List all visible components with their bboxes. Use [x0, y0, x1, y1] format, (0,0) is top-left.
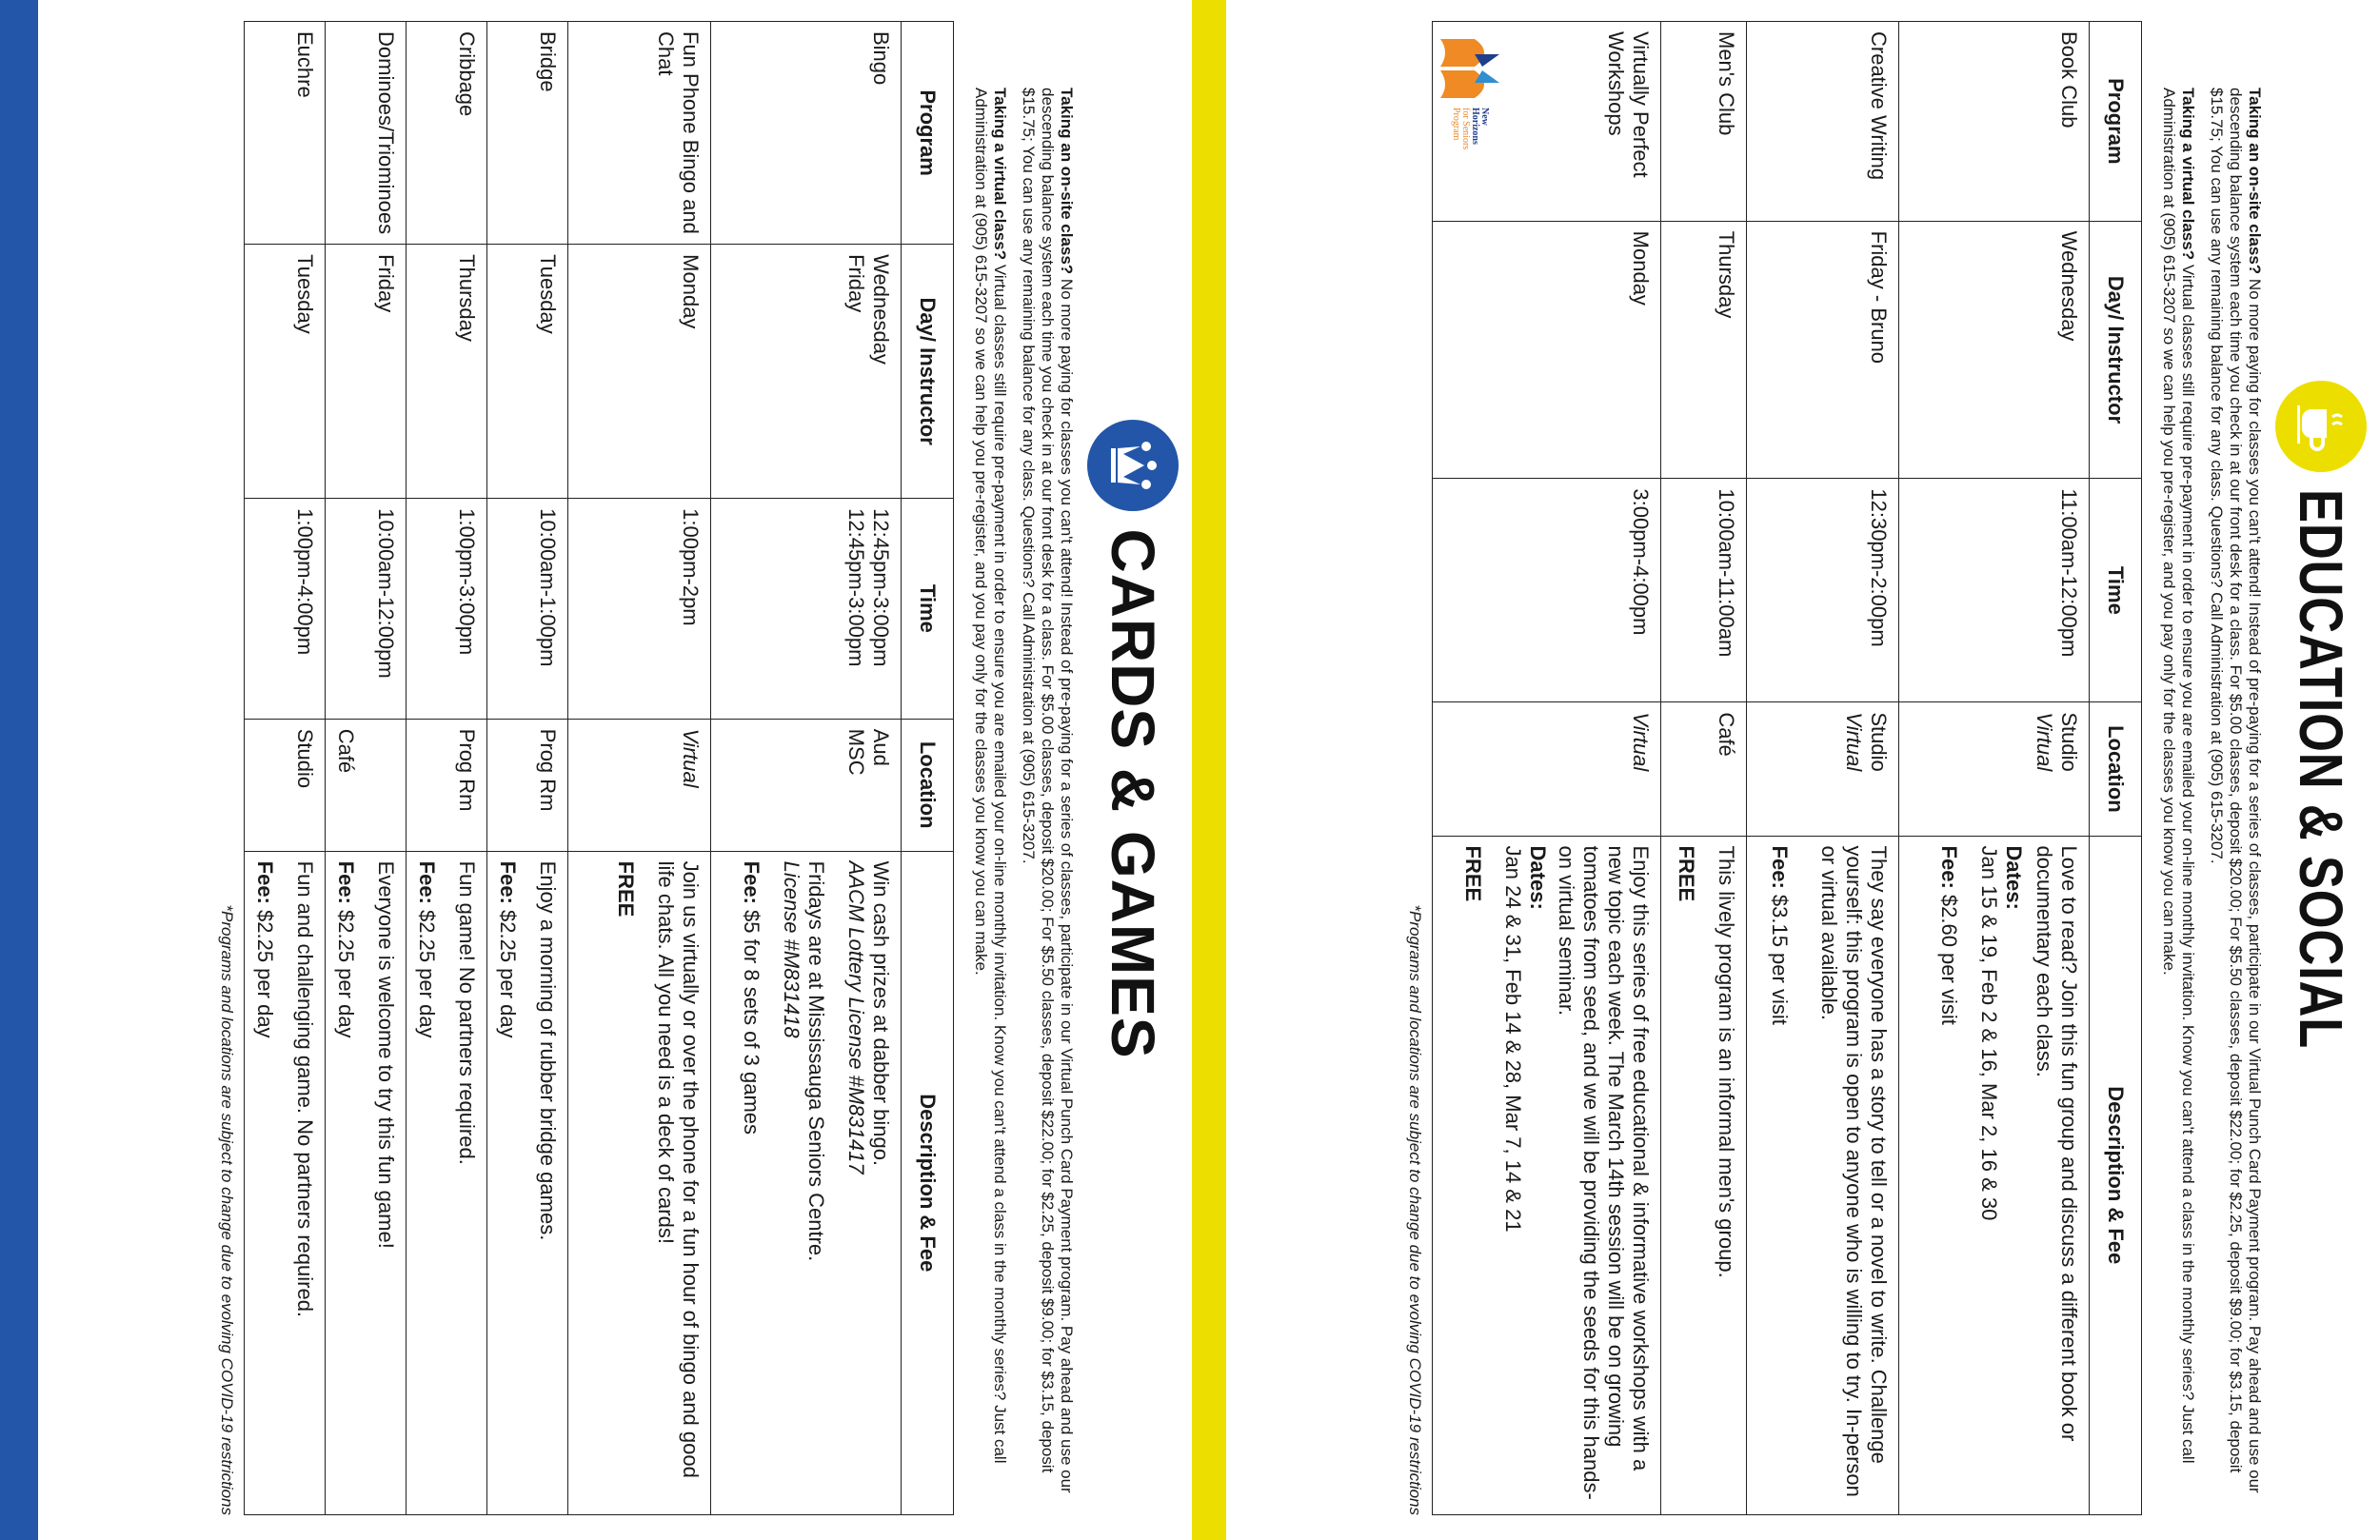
day-cell: Wednesday	[1899, 221, 2090, 479]
day-cell: Monday	[568, 245, 711, 499]
table-row	[1661, 22, 1747, 1515]
program-cell: Euchre	[245, 22, 326, 245]
table-row	[568, 22, 711, 1515]
description-cell: Win cash prizes at dabber bingo. AACM Lottery License #M831417 Fridays are at Mississauga Seniors Centre. License #M831418 Fee: $5 for 8 sets of 3 games	[711, 851, 902, 1514]
table-row	[1899, 22, 2090, 1515]
education-title-row	[2275, 0, 2367, 1515]
location-cell: Studio	[245, 719, 326, 851]
education-program-table	[1432, 21, 2142, 1515]
time-cell: 12:30pm-2:00pm	[1747, 479, 1899, 702]
table-row	[1433, 22, 1661, 1515]
description-cell: They say everyone has a story to tell or a novel to write. Challenge yourself: this program is open to anyone who is willing to try. In-person or virtual available. Fee: $3.15 per visit	[1747, 836, 1899, 1514]
header-description: Description & Fee	[902, 851, 954, 1514]
description-cell: Enjoy a morning of rubber bridge games. Fee: $2.25 per day	[487, 851, 568, 1514]
page-title: EDUCATION & SOCIAL	[2287, 489, 2355, 1050]
description-cell: Fun game! No partners required. Fee: $2.25 per day	[407, 851, 487, 1514]
page-title: CARDS & GAMES	[1099, 528, 1167, 1059]
header-location: Location	[902, 719, 954, 851]
intro-text: Taking an on-site class? No more paying for classes you can't attend! Instead of pre-paying for a series of classes, participate in our Virtual Punch Card Payment program. Pay ahead and use our descending balance system each time you check in at our front desk for a class. For $5.00 classes, deposit $20.00; For $5.50 classes, deposit $22.00; for $2.25, deposit $9.00; for $3.15, deposit $15.75; You can use any remaining balance for any class. Questions? Call Administration at (905) 615-3207. Taking a virtual class? Virtual classes still require pre-payment in order to ensure you are emailed your on-line monthly invitation. Know you can't attend a class in the monthly series? Just call Administration at (905) 615-3207 so we can help you pre-register, and you pay only for the classes you know you can make.	[2160, 88, 2264, 1493]
table-row	[1747, 22, 1899, 1515]
day-cell: Friday - Bruno	[1747, 221, 1899, 479]
program-cell: Fun Phone Bingo and Chat	[568, 22, 711, 245]
location-cell: Prog Rm	[487, 719, 568, 851]
intro-text: Taking an on-site class? No more paying for classes you can't attend! Instead of pre-paying for a series of classes, participate in our Virtual Punch Card Payment program. Pay ahead and use our descending balance system each time you check in at our front desk for a class. For $5.00 classes, deposit $20.00; For $5.50 classes, deposit $22.00; for $2.25, deposit $9.00; for $3.15, deposit $15.75; You can use any remaining balance for any class. Questions? Call Administration at (905) 615-3207. Taking a virtual class? Virtual classes still require pre-payment in order to ensure you are emailed your on-line monthly invitation. Know you can't attend a class in the monthly series? Just call Administration at (905) 615-3207 so we can help you pre-register, and you pay only for the classes you know you can make.	[972, 88, 1076, 1493]
day-cell: Monday	[1433, 221, 1661, 479]
middle-color-stripe	[1192, 0, 1226, 1540]
day-cell: Thursday	[1661, 221, 1747, 479]
location-cell: Virtual	[568, 719, 711, 851]
day-cell: Tuesday	[487, 245, 568, 499]
table-row	[245, 22, 326, 1515]
time-cell: 12:45pm-3:00pm 12:45pm-3:00pm	[711, 499, 902, 720]
covid-footnote: *Programs and locations are subject to change due to evolving COVID-19 restrictions	[1406, 904, 1424, 1515]
table-row	[326, 22, 407, 1515]
program-cell: Creative Writing	[1747, 22, 1899, 222]
description-cell: Enjoy this series of free educational & informative workshops with a new topic each week. The March 14th session will be on growing tomatoes from seed, and we will be providing the seeds for this hands-on virtual seminar. Dates: Jan 24 & 31, Feb 14 & 28, Mar 7, 14 & 21 FREE	[1433, 836, 1661, 1514]
location-cell: Café	[326, 719, 407, 851]
program-cell: Bridge	[487, 22, 568, 245]
time-cell: 10:00am-1:00pm	[487, 499, 568, 720]
description-cell: Fun and challenging game. No partners required. Fee: $2.25 per day	[245, 851, 326, 1514]
cards-program-table	[244, 21, 954, 1515]
table-header-row	[902, 22, 954, 1515]
header-time: Time	[2090, 479, 2142, 702]
program-cell: Cribbage	[407, 22, 487, 245]
time-cell: 1:00pm-2pm	[568, 499, 711, 720]
cards-title-row	[1087, 0, 1179, 1515]
time-cell: 10:00am-12:00pm	[326, 499, 407, 720]
education-social-panel	[1236, 0, 2378, 1540]
location-cell: Aud MSC	[711, 719, 902, 851]
location-cell: Studio Virtual	[1899, 702, 2090, 836]
header-time: Time	[902, 499, 954, 720]
day-cell: Wednesday Friday	[711, 245, 902, 499]
day-cell: Friday	[326, 245, 407, 499]
crown-icon	[1087, 420, 1179, 511]
cards-games-panel	[48, 0, 1190, 1540]
header-day: Day/ Instructor	[2090, 221, 2142, 479]
program-cell: Men's Club	[1661, 22, 1747, 222]
header-description: Description & Fee	[2090, 836, 2142, 1514]
time-cell: 3:00pm-4:00pm	[1433, 479, 1661, 702]
coffee-cup-icon	[2275, 381, 2367, 472]
program-cell: Virtually Perfect Workshops New Horizons for Seniors Program	[1433, 22, 1661, 222]
program-cell: Dominoes/Triominoes	[326, 22, 407, 245]
day-cell: Thursday	[407, 245, 487, 499]
location-cell: Café	[1661, 702, 1747, 836]
table-row	[407, 22, 487, 1515]
new-horizons-logo-icon	[1437, 35, 1503, 102]
time-cell: 1:00pm-4:00pm	[245, 499, 326, 720]
time-cell: 1:00pm-3:00pm	[407, 499, 487, 720]
description-cell: Everyone is welcome to try this fun game! Fee: $2.25 per day	[326, 851, 407, 1514]
description-cell: This lively program is an informal men's group. FREE	[1661, 836, 1747, 1514]
header-location: Location	[2090, 702, 2142, 836]
table-header-row	[2090, 22, 2142, 1515]
description-cell: Join us virtually or over the phone for a fun hour of bingo and good life chats. All you need is a deck of cards! FREE	[568, 851, 711, 1514]
header-program: Program	[2090, 22, 2142, 222]
location-cell: Studio Virtual	[1747, 702, 1899, 836]
new-horizons-logo: New Horizons for Seniors Program	[1437, 35, 1503, 149]
program-cell: Book Club	[1899, 22, 2090, 222]
time-cell: 10:00am-11:00am	[1661, 479, 1747, 702]
day-cell: Tuesday	[245, 245, 326, 499]
location-cell: Virtual	[1433, 702, 1661, 836]
program-cell: Bingo	[711, 22, 902, 245]
description-cell: Love to read? Join this fun group and discuss a different book or documentary each class. Dates: Jan 15 & 19, Feb 2 & 16, Mar 2, 16 & 30 Fee: $2.60 per visit	[1899, 836, 2090, 1514]
location-cell: Prog Rm	[407, 719, 487, 851]
left-color-stripe	[0, 0, 38, 1540]
table-row	[487, 22, 568, 1515]
covid-footnote: *Programs and locations are subject to change due to evolving COVID-19 restrictions	[218, 904, 236, 1515]
header-day: Day/ Instructor	[902, 245, 954, 499]
time-cell: 11:00am-12:00pm	[1899, 479, 2090, 702]
table-row	[711, 22, 902, 1515]
header-program: Program	[902, 22, 954, 245]
